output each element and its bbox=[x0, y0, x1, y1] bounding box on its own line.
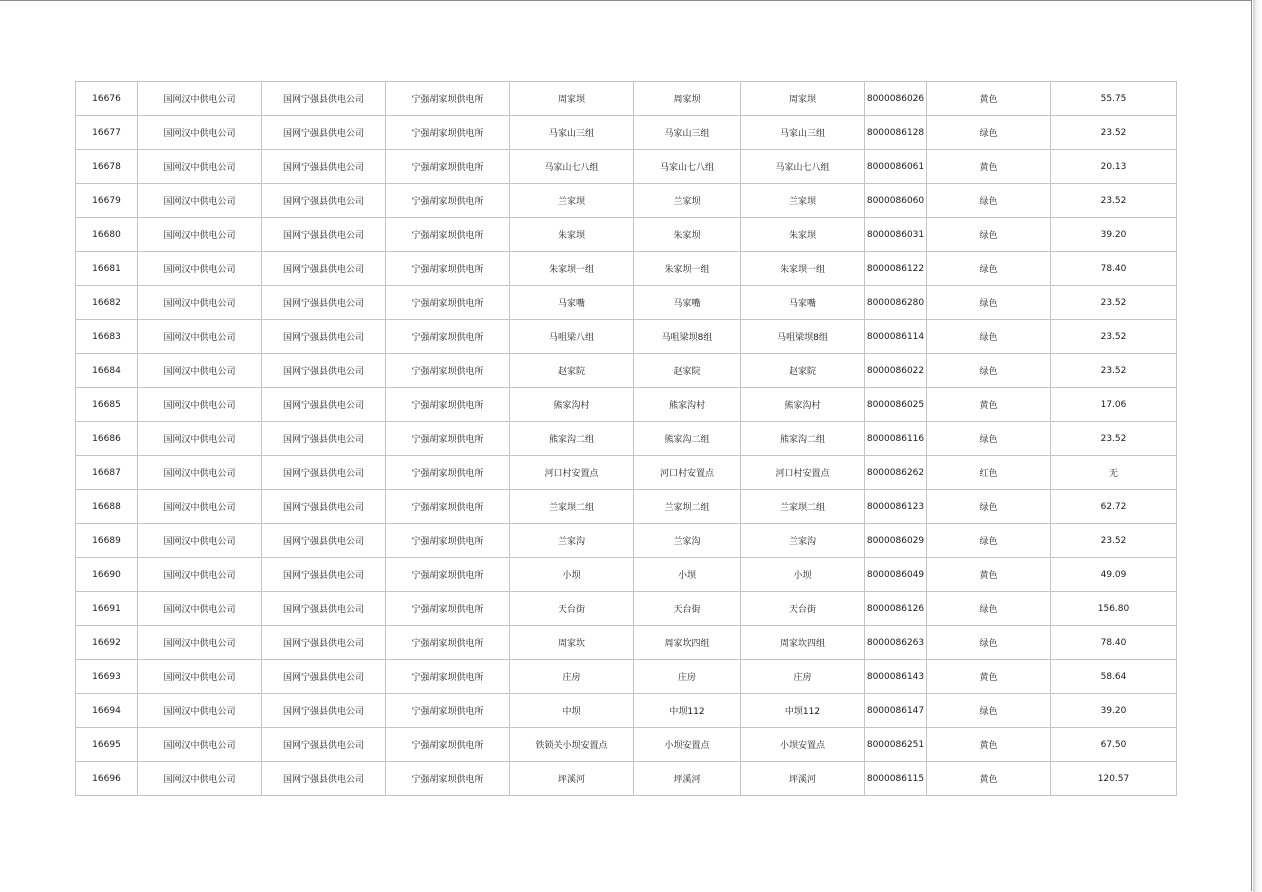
line-name-cell: 周家坝 bbox=[741, 82, 865, 116]
line-name-cell: 朱家坝一组 bbox=[741, 252, 865, 286]
transformer-area-cell: 小坝安置点 bbox=[634, 728, 741, 762]
line-name-cell: 朱家坝 bbox=[741, 218, 865, 252]
value-cell: 78.40 bbox=[1051, 626, 1177, 660]
station-cell: 宁强胡家坝供电所 bbox=[386, 456, 510, 490]
area-cell: 天台街 bbox=[510, 592, 634, 626]
status-color-cell: 绿色 bbox=[927, 626, 1051, 660]
station-cell: 宁强胡家坝供电所 bbox=[386, 728, 510, 762]
area-cell: 铁锁关小坝安置点 bbox=[510, 728, 634, 762]
transformer-area-cell: 马家山三组 bbox=[634, 116, 741, 150]
station-cell: 宁强胡家坝供电所 bbox=[386, 558, 510, 592]
code-cell: 8000086116 bbox=[865, 422, 927, 456]
code-cell: 8000086262 bbox=[865, 456, 927, 490]
row-number-cell: 16681 bbox=[76, 252, 138, 286]
table-row bbox=[76, 490, 1177, 524]
table-row bbox=[76, 320, 1177, 354]
county-company-cell: 国网宁强县供电公司 bbox=[262, 388, 386, 422]
status-color-cell: 绿色 bbox=[927, 694, 1051, 728]
code-cell: 8000086061 bbox=[865, 150, 927, 184]
county-company-cell: 国网宁强县供电公司 bbox=[262, 116, 386, 150]
code-cell: 8000086263 bbox=[865, 626, 927, 660]
table-row bbox=[76, 626, 1177, 660]
station-cell: 宁强胡家坝供电所 bbox=[386, 490, 510, 524]
row-number-cell: 16694 bbox=[76, 694, 138, 728]
status-color-cell: 绿色 bbox=[927, 524, 1051, 558]
status-color-cell: 黄色 bbox=[927, 82, 1051, 116]
value-cell: 55.75 bbox=[1051, 82, 1177, 116]
line-name-cell: 坪溪河 bbox=[741, 762, 865, 796]
value-cell: 67.50 bbox=[1051, 728, 1177, 762]
city-company-cell: 国网汉中供电公司 bbox=[138, 150, 262, 184]
city-company-cell: 国网汉中供电公司 bbox=[138, 184, 262, 218]
code-cell: 8000086128 bbox=[865, 116, 927, 150]
code-cell: 8000086022 bbox=[865, 354, 927, 388]
row-number-cell: 16690 bbox=[76, 558, 138, 592]
area-cell: 中坝 bbox=[510, 694, 634, 728]
table-row bbox=[76, 354, 1177, 388]
table-row bbox=[76, 762, 1177, 796]
city-company-cell: 国网汉中供电公司 bbox=[138, 354, 262, 388]
status-color-cell: 黄色 bbox=[927, 762, 1051, 796]
transformer-area-cell: 河口村安置点 bbox=[634, 456, 741, 490]
station-cell: 宁强胡家坝供电所 bbox=[386, 184, 510, 218]
area-cell: 周家坝 bbox=[510, 82, 634, 116]
city-company-cell: 国网汉中供电公司 bbox=[138, 82, 262, 116]
line-name-cell: 兰家沟 bbox=[741, 524, 865, 558]
value-cell: 23.52 bbox=[1051, 422, 1177, 456]
county-company-cell: 国网宁强县供电公司 bbox=[262, 252, 386, 286]
station-cell: 宁强胡家坝供电所 bbox=[386, 592, 510, 626]
county-company-cell: 国网宁强县供电公司 bbox=[262, 218, 386, 252]
value-cell: 78.40 bbox=[1051, 252, 1177, 286]
station-cell: 宁强胡家坝供电所 bbox=[386, 218, 510, 252]
area-cell: 兰家坝二组 bbox=[510, 490, 634, 524]
table-row bbox=[76, 456, 1177, 490]
county-company-cell: 国网宁强县供电公司 bbox=[262, 286, 386, 320]
station-cell: 宁强胡家坝供电所 bbox=[386, 524, 510, 558]
transformer-area-cell: 周家坝 bbox=[634, 82, 741, 116]
city-company-cell: 国网汉中供电公司 bbox=[138, 762, 262, 796]
county-company-cell: 国网宁强县供电公司 bbox=[262, 592, 386, 626]
value-cell: 23.52 bbox=[1051, 116, 1177, 150]
code-cell: 8000086143 bbox=[865, 660, 927, 694]
status-color-cell: 黄色 bbox=[927, 660, 1051, 694]
status-color-cell: 绿色 bbox=[927, 592, 1051, 626]
city-company-cell: 国网汉中供电公司 bbox=[138, 456, 262, 490]
code-cell: 8000086147 bbox=[865, 694, 927, 728]
station-cell: 宁强胡家坝供电所 bbox=[386, 626, 510, 660]
transformer-area-cell: 中坝112 bbox=[634, 694, 741, 728]
transformer-area-cell: 兰家坝 bbox=[634, 184, 741, 218]
station-cell: 宁强胡家坝供电所 bbox=[386, 286, 510, 320]
table-row bbox=[76, 116, 1177, 150]
area-cell: 兰家坝 bbox=[510, 184, 634, 218]
table-row bbox=[76, 660, 1177, 694]
code-cell: 8000086123 bbox=[865, 490, 927, 524]
table-row bbox=[76, 422, 1177, 456]
row-number-cell: 16689 bbox=[76, 524, 138, 558]
area-cell: 朱家坝一组 bbox=[510, 252, 634, 286]
station-cell: 宁强胡家坝供电所 bbox=[386, 116, 510, 150]
county-company-cell: 国网宁强县供电公司 bbox=[262, 660, 386, 694]
county-company-cell: 国网宁强县供电公司 bbox=[262, 184, 386, 218]
status-color-cell: 绿色 bbox=[927, 490, 1051, 524]
area-cell: 赵家院 bbox=[510, 354, 634, 388]
row-number-cell: 16676 bbox=[76, 82, 138, 116]
page-shadow bbox=[1253, 0, 1262, 892]
code-cell: 8000086126 bbox=[865, 592, 927, 626]
status-color-cell: 黄色 bbox=[927, 728, 1051, 762]
county-company-cell: 国网宁强县供电公司 bbox=[262, 728, 386, 762]
table-row bbox=[76, 388, 1177, 422]
station-cell: 宁强胡家坝供电所 bbox=[386, 660, 510, 694]
table-row bbox=[76, 694, 1177, 728]
status-color-cell: 绿色 bbox=[927, 218, 1051, 252]
table-row bbox=[76, 728, 1177, 762]
row-number-cell: 16691 bbox=[76, 592, 138, 626]
station-cell: 宁强胡家坝供电所 bbox=[386, 422, 510, 456]
line-name-cell: 小坝安置点 bbox=[741, 728, 865, 762]
city-company-cell: 国网汉中供电公司 bbox=[138, 490, 262, 524]
area-cell: 庄房 bbox=[510, 660, 634, 694]
code-cell: 8000086115 bbox=[865, 762, 927, 796]
area-cell: 熊家沟村 bbox=[510, 388, 634, 422]
row-number-cell: 16688 bbox=[76, 490, 138, 524]
city-company-cell: 国网汉中供电公司 bbox=[138, 626, 262, 660]
city-company-cell: 国网汉中供电公司 bbox=[138, 286, 262, 320]
row-number-cell: 16687 bbox=[76, 456, 138, 490]
table-row bbox=[76, 558, 1177, 592]
code-cell: 8000086029 bbox=[865, 524, 927, 558]
value-cell: 49.09 bbox=[1051, 558, 1177, 592]
line-name-cell: 兰家坝二组 bbox=[741, 490, 865, 524]
value-cell: 120.57 bbox=[1051, 762, 1177, 796]
status-color-cell: 红色 bbox=[927, 456, 1051, 490]
county-company-cell: 国网宁强县供电公司 bbox=[262, 150, 386, 184]
line-name-cell: 马家山三组 bbox=[741, 116, 865, 150]
area-cell: 马咀梁八组 bbox=[510, 320, 634, 354]
value-cell: 23.52 bbox=[1051, 286, 1177, 320]
transformer-area-cell: 赵家院 bbox=[634, 354, 741, 388]
code-cell: 8000086025 bbox=[865, 388, 927, 422]
city-company-cell: 国网汉中供电公司 bbox=[138, 524, 262, 558]
station-cell: 宁强胡家坝供电所 bbox=[386, 320, 510, 354]
line-name-cell: 天台街 bbox=[741, 592, 865, 626]
station-cell: 宁强胡家坝供电所 bbox=[386, 762, 510, 796]
status-color-cell: 绿色 bbox=[927, 354, 1051, 388]
area-cell: 熊家沟二组 bbox=[510, 422, 634, 456]
county-company-cell: 国网宁强县供电公司 bbox=[262, 82, 386, 116]
value-cell: 23.52 bbox=[1051, 354, 1177, 388]
row-number-cell: 16695 bbox=[76, 728, 138, 762]
county-company-cell: 国网宁强县供电公司 bbox=[262, 422, 386, 456]
value-cell: 62.72 bbox=[1051, 490, 1177, 524]
status-color-cell: 绿色 bbox=[927, 320, 1051, 354]
city-company-cell: 国网汉中供电公司 bbox=[138, 558, 262, 592]
line-name-cell: 马家嘴 bbox=[741, 286, 865, 320]
line-name-cell: 熊家沟二组 bbox=[741, 422, 865, 456]
status-color-cell: 绿色 bbox=[927, 184, 1051, 218]
station-cell: 宁强胡家坝供电所 bbox=[386, 694, 510, 728]
row-number-cell: 16692 bbox=[76, 626, 138, 660]
county-company-cell: 国网宁强县供电公司 bbox=[262, 456, 386, 490]
transformer-area-cell: 马家嘴 bbox=[634, 286, 741, 320]
code-cell: 8000086060 bbox=[865, 184, 927, 218]
row-number-cell: 16680 bbox=[76, 218, 138, 252]
area-cell: 朱家坝 bbox=[510, 218, 634, 252]
code-cell: 8000086114 bbox=[865, 320, 927, 354]
code-cell: 8000086280 bbox=[865, 286, 927, 320]
area-cell: 马家嘴 bbox=[510, 286, 634, 320]
value-cell: 58.64 bbox=[1051, 660, 1177, 694]
row-number-cell: 16679 bbox=[76, 184, 138, 218]
transformer-area-cell: 天台街 bbox=[634, 592, 741, 626]
line-name-cell: 熊家沟村 bbox=[741, 388, 865, 422]
city-company-cell: 国网汉中供电公司 bbox=[138, 218, 262, 252]
value-cell: 23.52 bbox=[1051, 184, 1177, 218]
table-body bbox=[76, 82, 1177, 796]
status-color-cell: 黄色 bbox=[927, 150, 1051, 184]
transformer-area-cell: 周家坎四组 bbox=[634, 626, 741, 660]
city-company-cell: 国网汉中供电公司 bbox=[138, 252, 262, 286]
line-name-cell: 马咀梁坝8组 bbox=[741, 320, 865, 354]
station-cell: 宁强胡家坝供电所 bbox=[386, 252, 510, 286]
transformer-area-cell: 庄房 bbox=[634, 660, 741, 694]
city-company-cell: 国网汉中供电公司 bbox=[138, 320, 262, 354]
value-cell: 39.20 bbox=[1051, 218, 1177, 252]
line-name-cell: 马家山七八组 bbox=[741, 150, 865, 184]
transformer-area-cell: 小坝 bbox=[634, 558, 741, 592]
transformer-area-cell: 坪溪河 bbox=[634, 762, 741, 796]
code-cell: 8000086122 bbox=[865, 252, 927, 286]
transformer-area-cell: 朱家坝 bbox=[634, 218, 741, 252]
county-company-cell: 国网宁强县供电公司 bbox=[262, 558, 386, 592]
transformer-area-cell: 熊家沟村 bbox=[634, 388, 741, 422]
table-row bbox=[76, 82, 1177, 116]
value-cell: 17.06 bbox=[1051, 388, 1177, 422]
station-cell: 宁强胡家坝供电所 bbox=[386, 82, 510, 116]
transformer-area-cell: 兰家沟 bbox=[634, 524, 741, 558]
table-row bbox=[76, 252, 1177, 286]
county-company-cell: 国网宁强县供电公司 bbox=[262, 490, 386, 524]
status-color-cell: 绿色 bbox=[927, 116, 1051, 150]
city-company-cell: 国网汉中供电公司 bbox=[138, 388, 262, 422]
area-cell: 马家山三组 bbox=[510, 116, 634, 150]
row-number-cell: 16685 bbox=[76, 388, 138, 422]
value-cell: 156.80 bbox=[1051, 592, 1177, 626]
value-cell: 23.52 bbox=[1051, 320, 1177, 354]
status-color-cell: 绿色 bbox=[927, 286, 1051, 320]
table-row bbox=[76, 592, 1177, 626]
area-cell: 马家山七八组 bbox=[510, 150, 634, 184]
transformer-area-cell: 朱家坝一组 bbox=[634, 252, 741, 286]
line-name-cell: 庄房 bbox=[741, 660, 865, 694]
code-cell: 8000086049 bbox=[865, 558, 927, 592]
transformer-area-cell: 兰家坝二组 bbox=[634, 490, 741, 524]
row-number-cell: 16693 bbox=[76, 660, 138, 694]
line-name-cell: 赵家院 bbox=[741, 354, 865, 388]
county-company-cell: 国网宁强县供电公司 bbox=[262, 320, 386, 354]
line-name-cell: 小坝 bbox=[741, 558, 865, 592]
row-number-cell: 16677 bbox=[76, 116, 138, 150]
county-company-cell: 国网宁强县供电公司 bbox=[262, 762, 386, 796]
row-number-cell: 16686 bbox=[76, 422, 138, 456]
county-company-cell: 国网宁强县供电公司 bbox=[262, 524, 386, 558]
county-company-cell: 国网宁强县供电公司 bbox=[262, 626, 386, 660]
county-company-cell: 国网宁强县供电公司 bbox=[262, 694, 386, 728]
status-color-cell: 绿色 bbox=[927, 252, 1051, 286]
transformer-area-cell: 马咀梁坝8组 bbox=[634, 320, 741, 354]
table-row bbox=[76, 150, 1177, 184]
city-company-cell: 国网汉中供电公司 bbox=[138, 694, 262, 728]
value-cell: 20.13 bbox=[1051, 150, 1177, 184]
code-cell: 8000086251 bbox=[865, 728, 927, 762]
area-cell: 小坝 bbox=[510, 558, 634, 592]
area-cell: 河口村安置点 bbox=[510, 456, 634, 490]
status-color-cell: 黄色 bbox=[927, 558, 1051, 592]
city-company-cell: 国网汉中供电公司 bbox=[138, 116, 262, 150]
city-company-cell: 国网汉中供电公司 bbox=[138, 422, 262, 456]
table-row bbox=[76, 524, 1177, 558]
city-company-cell: 国网汉中供电公司 bbox=[138, 660, 262, 694]
transformer-area-cell: 马家山七八组 bbox=[634, 150, 741, 184]
value-cell: 23.52 bbox=[1051, 524, 1177, 558]
table-row bbox=[76, 184, 1177, 218]
transformer-area-cell: 熊家沟二组 bbox=[634, 422, 741, 456]
city-company-cell: 国网汉中供电公司 bbox=[138, 592, 262, 626]
station-cell: 宁强胡家坝供电所 bbox=[386, 388, 510, 422]
code-cell: 8000086031 bbox=[865, 218, 927, 252]
county-company-cell: 国网宁强县供电公司 bbox=[262, 354, 386, 388]
row-number-cell: 16684 bbox=[76, 354, 138, 388]
row-number-cell: 16683 bbox=[76, 320, 138, 354]
line-name-cell: 中坝112 bbox=[741, 694, 865, 728]
value-cell: 无 bbox=[1051, 456, 1177, 490]
city-company-cell: 国网汉中供电公司 bbox=[138, 728, 262, 762]
value-cell: 39.20 bbox=[1051, 694, 1177, 728]
code-cell: 8000086026 bbox=[865, 82, 927, 116]
line-name-cell: 周家坎四组 bbox=[741, 626, 865, 660]
row-number-cell: 16678 bbox=[76, 150, 138, 184]
station-cell: 宁强胡家坝供电所 bbox=[386, 354, 510, 388]
table-row bbox=[76, 286, 1177, 320]
area-cell: 周家坎 bbox=[510, 626, 634, 660]
area-cell: 兰家沟 bbox=[510, 524, 634, 558]
line-name-cell: 河口村安置点 bbox=[741, 456, 865, 490]
data-table bbox=[75, 81, 1177, 796]
area-cell: 坪溪河 bbox=[510, 762, 634, 796]
row-number-cell: 16682 bbox=[76, 286, 138, 320]
row-number-cell: 16696 bbox=[76, 762, 138, 796]
status-color-cell: 黄色 bbox=[927, 388, 1051, 422]
station-cell: 宁强胡家坝供电所 bbox=[386, 150, 510, 184]
line-name-cell: 兰家坝 bbox=[741, 184, 865, 218]
status-color-cell: 绿色 bbox=[927, 422, 1051, 456]
table-row bbox=[76, 218, 1177, 252]
